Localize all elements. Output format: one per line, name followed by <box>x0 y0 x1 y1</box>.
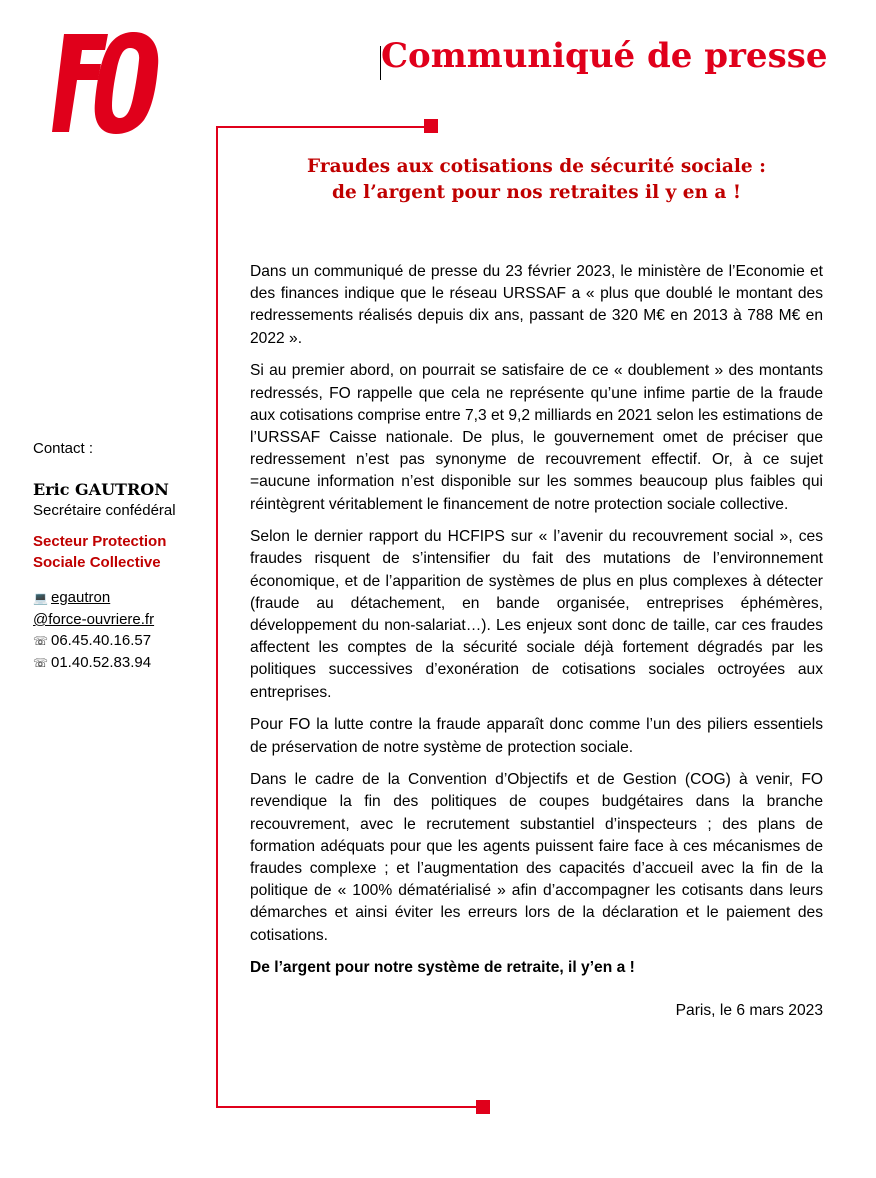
press-release-headline <box>250 154 823 206</box>
phone-line-2 <box>33 652 213 674</box>
email-link-domain[interactable]: @force-ouvriere.fr <box>33 611 155 628</box>
page-title: Communiqué de presse <box>381 36 828 76</box>
frame-bottom-line <box>216 1106 478 1108</box>
paragraph-5: Dans le cadre de la Convention d’Objectifs et de Gestion (COG) à venir, FO revendique la fin des politiques de coupes budgétaires dans la branche recouvrement, avec le recrutement substantiel d’inspecteurs ; des plans de formation adéquats pour que les agents puissent faire face à ces mécanismes de fraudes complexe ; et l’augmentation des capacités d’accueil avec la fin de la politique de « 100% dématérialisé » afin d’accompagner les cotisants dans leurs démarches et ainsi éviter les erreurs lors de la déclaration et le paiement des cotisations. <box>250 771 823 944</box>
email-link[interactable]: egautron <box>51 589 111 606</box>
telephone-icon: ☏ <box>33 634 49 648</box>
phone-line-1 <box>33 630 213 652</box>
frame-bottom-square <box>476 1100 490 1114</box>
frame-top-line <box>216 126 424 128</box>
contact-label: Contact : <box>33 440 94 457</box>
telephone-icon: ☏ <box>33 656 49 670</box>
contact-block <box>33 438 213 674</box>
paragraph-4: Pour FO la lutte contre la fraude apparaît donc comme l’un des piliers essentiels de préservation de notre système de protection sociale. <box>250 716 823 756</box>
sector-line-1: Secteur Protection <box>33 533 167 550</box>
headline-line-1: Fraudes aux cotisations de sécurité sociale : <box>307 156 766 177</box>
phone-number-2: 01.40.52.83.94 <box>51 654 152 671</box>
computer-icon: 💻 <box>33 591 48 605</box>
frame-vertical-line <box>216 126 218 1108</box>
paragraph-3: Selon le dernier rapport du HCFIPS sur « l’avenir du recouvrement social », ces fraudes risquent de s’intensifier du fait des mutations de l’environnement économique, et de l’apparition de systèmes de plus en plus complexes à détecter (fraude au détachement, en bande organisée, entreprises éphémères, développement du non-salariat…). Les enjeux sont donc de taille, car ces fraudes affectent les comptes de la sécurité sociale déjà fortement dégradés par les politiques successives d’exonération de cotisations sociales octroyées aux entreprises. <box>250 528 823 701</box>
email-line <box>33 587 213 609</box>
contact-name: Eric GAUTRON <box>33 480 169 499</box>
fo-logo <box>50 30 162 134</box>
press-release-body <box>250 261 823 1022</box>
paragraph-2: Si au premier abord, on pourrait se satisfaire de ce « doublement » des montants redressés, FO rappelle que cela ne représente qu’une infime partie de la fraude aux cotisations comprise entre 7,3 et 9,2 milliards en 2021 selon les estimations de l’URSSAF Caisse nationale. De plus, le gouvernement omet de préciser que redressement n’est pas synonyme de recouvrement effectif. Or, à ce sujet =aucune information n’est disponible sur les sommes beaucoup plus faibles qui réintègrent véritablement le financement de notre protection sociale collective. <box>250 362 823 513</box>
paragraph-1: Dans un communiqué de presse du 23 février 2023, le ministère de l’Economie et des finances indique que le réseau URSSAF a « plus que doublé le montant des redressements réalisés depuis dix ans, passant de 320 M€ en 2013 à 788 M€ en 2022 ». <box>250 263 823 347</box>
conclusion: De l’argent pour notre système de retraite, il y’en a ! <box>250 959 635 977</box>
signature-date: Paris, le 6 mars 2023 <box>675 1001 823 1019</box>
sector-line-2: Sociale Collective <box>33 554 161 571</box>
frame-top-square <box>424 119 438 133</box>
contact-role: Secrétaire confédéral <box>33 502 176 519</box>
phone-number-1: 06.45.40.16.57 <box>51 632 152 649</box>
email-line-2 <box>33 609 213 630</box>
headline-line-2: de l’argent pour nos retraites il y en a ! <box>332 182 741 203</box>
contact-sector <box>33 531 213 573</box>
